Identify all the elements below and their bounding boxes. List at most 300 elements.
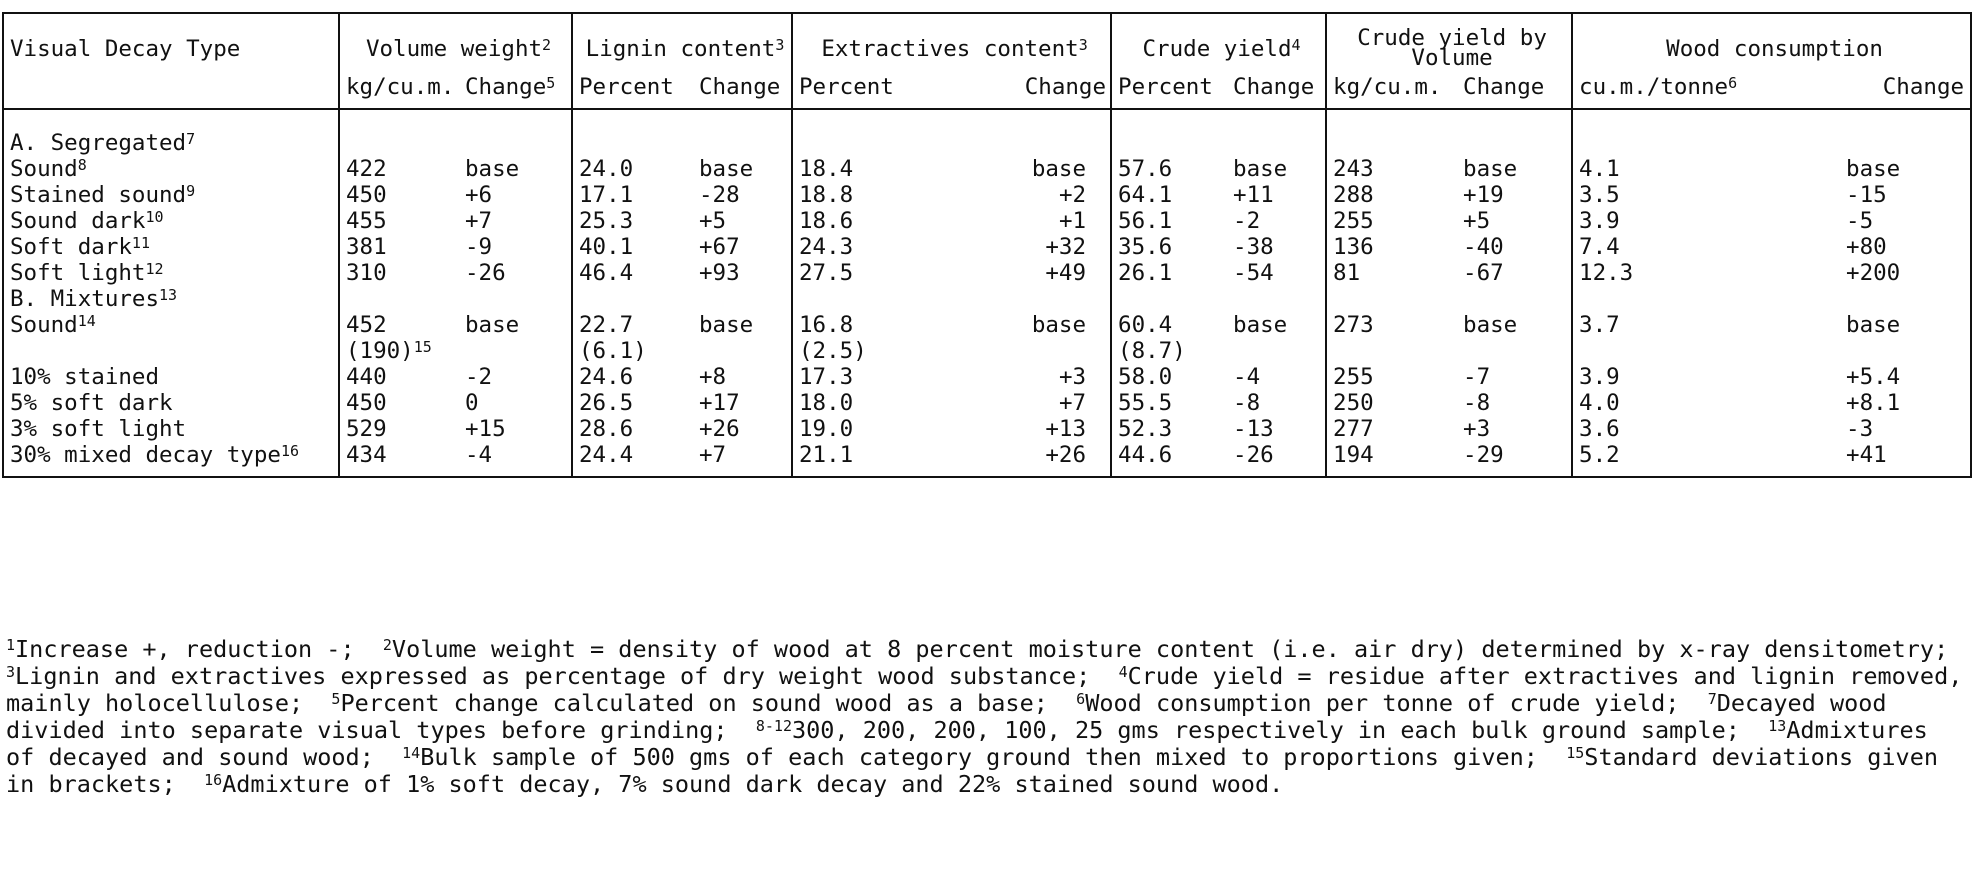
table-cell bbox=[1015, 109, 1111, 156]
table-cell-value: +17 bbox=[699, 390, 740, 416]
table-cell bbox=[1326, 182, 1457, 208]
table-cell bbox=[1326, 416, 1457, 442]
table-cell-value: +49 bbox=[1045, 260, 1087, 286]
table-row bbox=[3, 234, 1971, 260]
table-cell-value: 194 bbox=[1333, 442, 1374, 468]
table-cell bbox=[693, 109, 792, 156]
table-row bbox=[3, 208, 1971, 234]
header-extractives-change: Change bbox=[1015, 68, 1111, 109]
footnote-number: 5 bbox=[331, 690, 341, 708]
row-label-text: Sound dark bbox=[10, 208, 146, 234]
table-cell bbox=[792, 234, 1015, 260]
footnote-text: Wood consumption per tonne of crude yield; bbox=[1085, 689, 1708, 717]
table-cell bbox=[1015, 390, 1111, 416]
table-cell bbox=[1457, 442, 1572, 477]
header-crude-yield-by-volume: Crude yield by Volume bbox=[1326, 13, 1572, 68]
table-cell-value: 529 bbox=[346, 416, 387, 442]
table-cell-value: +41 bbox=[1846, 442, 1887, 468]
table-cell-value: 422 bbox=[346, 156, 387, 182]
table-cell bbox=[792, 156, 1015, 182]
table-cell-value: 19.0 bbox=[799, 416, 854, 442]
table-cell-value: -2 bbox=[465, 364, 493, 390]
table-cell-value: 40.1 bbox=[579, 234, 634, 260]
row-label-text: 30% mixed decay type bbox=[10, 442, 281, 468]
table-cell bbox=[1457, 182, 1572, 208]
table-cell bbox=[459, 234, 572, 260]
table-cell bbox=[1457, 312, 1572, 338]
table-cell-value: 310 bbox=[346, 260, 387, 286]
table-cell bbox=[339, 390, 459, 416]
row-label-text: Soft dark bbox=[10, 234, 132, 260]
table-cell bbox=[1326, 234, 1457, 260]
table-cell-value: -40 bbox=[1463, 234, 1504, 260]
table-cell-value: +3 bbox=[1463, 416, 1491, 442]
table-cell bbox=[459, 416, 572, 442]
table-cell bbox=[339, 364, 459, 390]
row-label-text: Sound bbox=[10, 312, 78, 338]
table-cell-value: 21.1 bbox=[799, 442, 854, 468]
table-cell-value: -67 bbox=[1463, 260, 1504, 286]
table-cell bbox=[1015, 234, 1111, 260]
table-cell bbox=[1326, 109, 1457, 156]
row-label bbox=[3, 260, 339, 286]
table-cell-value: -3 bbox=[1846, 416, 1874, 442]
row-label-text: 5% soft dark bbox=[10, 390, 173, 416]
table-cell bbox=[1227, 442, 1326, 477]
table-cell-value: 0 bbox=[465, 390, 479, 416]
footnote-number: 8-12 bbox=[755, 717, 792, 735]
header-extractives-content: Extractives content$^3$ bbox=[792, 13, 1111, 68]
table-cell bbox=[1227, 208, 1326, 234]
footnote-number: 15 bbox=[1566, 744, 1585, 762]
table-cell-value: 25.3 bbox=[579, 208, 634, 234]
table-cell-value: +7 bbox=[465, 208, 493, 234]
table-cell bbox=[459, 208, 572, 234]
row-label bbox=[3, 312, 339, 338]
table-cell bbox=[339, 234, 459, 260]
table-cell bbox=[572, 182, 693, 208]
table-cell bbox=[1227, 286, 1326, 312]
table-row bbox=[3, 286, 1971, 312]
footnote-text: Percent change calculated on sound wood as a base; bbox=[340, 689, 1077, 717]
table-cell-value: 3.5 bbox=[1579, 182, 1620, 208]
table-cell bbox=[572, 286, 693, 312]
table-cell bbox=[1572, 442, 1750, 477]
header-wood-consumption: Wood consumption bbox=[1572, 13, 1971, 68]
table-cell bbox=[339, 312, 459, 338]
table-cell-value: 24.6 bbox=[579, 364, 634, 390]
footnote-text: Admixtures of decayed and sound wood; bbox=[6, 716, 1942, 771]
table-cell-value: base bbox=[465, 312, 520, 338]
table-cell bbox=[1457, 109, 1572, 156]
table-cell-value: 440 bbox=[346, 364, 387, 390]
table-row bbox=[3, 312, 1971, 338]
table-cell bbox=[1750, 442, 1971, 477]
footnote-text: Standard deviations given in brackets; bbox=[6, 743, 1953, 798]
table-cell-value: +8 bbox=[699, 364, 727, 390]
table-cell bbox=[1227, 390, 1326, 416]
row-label-footnote-ref: 14 bbox=[77, 312, 96, 330]
table-row bbox=[3, 260, 1971, 286]
table-cell bbox=[1326, 312, 1457, 338]
table-cell bbox=[1572, 338, 1750, 364]
table-cell-value: 3.7 bbox=[1579, 312, 1620, 338]
table-cell bbox=[1572, 390, 1750, 416]
table-cell-value: 18.4 bbox=[799, 156, 854, 182]
table-cell-value: 3.9 bbox=[1579, 208, 1620, 234]
table-cell-value: 24.4 bbox=[579, 442, 634, 468]
row-label bbox=[3, 338, 339, 364]
table-cell bbox=[1572, 260, 1750, 286]
row-label-footnote-ref: 16 bbox=[280, 442, 299, 460]
table-cell-value: 18.0 bbox=[799, 390, 854, 416]
header-crude-yield-volume-change: Change bbox=[1457, 68, 1572, 109]
table-cell bbox=[1326, 442, 1457, 477]
table-cell-value: 57.6 bbox=[1118, 156, 1173, 182]
header-lignin-content: Lignin content$^3$ bbox=[572, 13, 792, 68]
row-label-footnote-ref: 13 bbox=[159, 286, 178, 304]
row-label bbox=[3, 208, 339, 234]
table-cell bbox=[339, 442, 459, 477]
table-cell bbox=[459, 156, 572, 182]
cell-footnote-ref: 15 bbox=[413, 338, 432, 356]
row-label-footnote-ref: 12 bbox=[145, 260, 164, 278]
table-cell-value: 450 bbox=[346, 390, 387, 416]
table-cell-value: 46.4 bbox=[579, 260, 634, 286]
table-cell bbox=[459, 364, 572, 390]
table-cell bbox=[572, 338, 693, 364]
header-row-top bbox=[3, 13, 1971, 68]
table-cell bbox=[572, 442, 693, 477]
table-cell-value: +2 bbox=[1058, 182, 1087, 208]
table-cell-value: 17.1 bbox=[579, 182, 634, 208]
table-cell-value: base bbox=[1233, 312, 1288, 338]
table-cell bbox=[339, 416, 459, 442]
table-row bbox=[3, 338, 1971, 364]
table-cell-value: 18.8 bbox=[799, 182, 854, 208]
table-cell-value: 5.2 bbox=[1579, 442, 1620, 468]
table-cell bbox=[1227, 312, 1326, 338]
table-row bbox=[3, 442, 1971, 477]
table-cell bbox=[792, 260, 1015, 286]
row-label bbox=[3, 416, 339, 442]
row-label-footnote-ref: 9 bbox=[186, 182, 196, 200]
row-label bbox=[3, 156, 339, 182]
table-cell-value: +5 bbox=[1463, 208, 1491, 234]
header-wood-consumption-unit: cu.m./tonne$^6$ bbox=[1572, 68, 1750, 109]
table-cell-value: (2.5) bbox=[799, 338, 867, 364]
data-table-container bbox=[2, 12, 1970, 478]
table-row bbox=[3, 109, 1971, 156]
table-cell-value: base bbox=[465, 156, 520, 182]
table-cell bbox=[459, 109, 572, 156]
table-cell-value: base bbox=[1846, 312, 1901, 338]
table-cell-value: 277 bbox=[1333, 416, 1374, 442]
table-cell bbox=[1015, 312, 1111, 338]
row-label bbox=[3, 234, 339, 260]
table-cell-value: 60.4 bbox=[1118, 312, 1173, 338]
header-wood-consumption-change: Change bbox=[1750, 68, 1971, 109]
table-cell bbox=[1111, 312, 1227, 338]
table-cell-value: base bbox=[1846, 156, 1901, 182]
table-cell-value: 450 bbox=[346, 182, 387, 208]
table-cell-value: 250 bbox=[1333, 390, 1374, 416]
footnote-text: Decayed wood divided into separate visual types before grinding; bbox=[6, 689, 1901, 744]
table-cell bbox=[1015, 182, 1111, 208]
table-cell bbox=[1227, 109, 1326, 156]
table-cell bbox=[1457, 260, 1572, 286]
table-cell bbox=[693, 390, 792, 416]
row-label-footnote-ref: 11 bbox=[131, 234, 150, 252]
table-cell bbox=[1572, 286, 1750, 312]
table-cell bbox=[1326, 286, 1457, 312]
table-cell bbox=[693, 260, 792, 286]
table-cell-value: base bbox=[1031, 312, 1087, 338]
table-cell bbox=[1111, 156, 1227, 182]
table-cell bbox=[1457, 390, 1572, 416]
table-cell bbox=[792, 364, 1015, 390]
table-cell bbox=[1111, 442, 1227, 477]
table-cell-value: +13 bbox=[1045, 416, 1087, 442]
table-cell bbox=[1111, 338, 1227, 364]
table-cell-value: 288 bbox=[1333, 182, 1374, 208]
row-label bbox=[3, 442, 339, 477]
table-cell bbox=[693, 208, 792, 234]
table-cell bbox=[572, 416, 693, 442]
table-cell bbox=[1572, 364, 1750, 390]
table-cell bbox=[572, 208, 693, 234]
table-cell-value: -7 bbox=[1463, 364, 1491, 390]
table-cell-value: -4 bbox=[1233, 364, 1261, 390]
table-cell bbox=[339, 156, 459, 182]
footnote-number: 13 bbox=[1768, 717, 1787, 735]
table-cell bbox=[1326, 260, 1457, 286]
table-cell bbox=[792, 416, 1015, 442]
table-cell-value: +3 bbox=[1058, 364, 1087, 390]
table-cell-value: base bbox=[699, 312, 754, 338]
table-cell-value: 243 bbox=[1333, 156, 1374, 182]
table-cell bbox=[1750, 109, 1971, 156]
table-cell bbox=[1015, 338, 1111, 364]
table-cell bbox=[1750, 182, 1971, 208]
table-cell bbox=[792, 442, 1015, 477]
table-row bbox=[3, 390, 1971, 416]
row-label-text: 10% stained bbox=[10, 364, 160, 390]
table-cell bbox=[1326, 338, 1457, 364]
table-cell-value: 24.3 bbox=[799, 234, 854, 260]
table-cell-value: 35.6 bbox=[1118, 234, 1173, 260]
table-cell-value: -8 bbox=[1463, 390, 1491, 416]
table-cell bbox=[792, 338, 1015, 364]
table-cell bbox=[1015, 208, 1111, 234]
table-cell bbox=[1457, 364, 1572, 390]
table-cell-value: +11 bbox=[1233, 182, 1274, 208]
table-cell bbox=[693, 286, 792, 312]
table-cell-value: +67 bbox=[699, 234, 740, 260]
row-label-text: B. Mixtures bbox=[10, 286, 160, 312]
table-cell bbox=[1572, 156, 1750, 182]
table-cell bbox=[572, 312, 693, 338]
footnote-text: Lignin and extractives expressed as percentage of dry weight wood substance; bbox=[15, 662, 1119, 690]
table-cell-value: (6.1) bbox=[579, 338, 647, 364]
table-cell-value: 381 bbox=[346, 234, 387, 260]
wood-decay-table bbox=[2, 12, 1972, 478]
table-cell-value: 64.1 bbox=[1118, 182, 1173, 208]
footnote-text: Volume weight = density of wood at 8 percent moisture content (i.e. air dry) determined by x-ray densitometry; bbox=[391, 635, 1977, 663]
table-cell bbox=[1111, 390, 1227, 416]
row-label-text: Sound bbox=[10, 156, 78, 182]
table-cell bbox=[1572, 416, 1750, 442]
table-cell bbox=[339, 109, 459, 156]
table-cell bbox=[1572, 109, 1750, 156]
table-cell-value: -26 bbox=[465, 260, 506, 286]
table-cell bbox=[572, 234, 693, 260]
table-cell bbox=[792, 390, 1015, 416]
table-cell bbox=[693, 182, 792, 208]
table-cell bbox=[1227, 156, 1326, 182]
table-row bbox=[3, 416, 1971, 442]
table-cell bbox=[572, 364, 693, 390]
table-cell bbox=[572, 260, 693, 286]
table-cell-value: 255 bbox=[1333, 208, 1374, 234]
table-cell bbox=[459, 390, 572, 416]
table-row bbox=[3, 156, 1971, 182]
footnote-number: 4 bbox=[1118, 663, 1128, 681]
row-label-footnote-ref: 10 bbox=[145, 208, 164, 226]
table-cell-value: 22.7 bbox=[579, 312, 634, 338]
footnote-text: Crude yield = residue after extractives and lignin removed, mainly holocellulose; bbox=[6, 662, 1977, 717]
table-cell bbox=[1750, 338, 1971, 364]
footnote-number: 7 bbox=[1707, 690, 1717, 708]
table-cell-value: 3.6 bbox=[1579, 416, 1620, 442]
table-cell-value: -29 bbox=[1463, 442, 1504, 468]
table-cell bbox=[1750, 234, 1971, 260]
table-cell-value: +15 bbox=[465, 416, 506, 442]
table-cell bbox=[1750, 390, 1971, 416]
table-cell-value: 136 bbox=[1333, 234, 1374, 260]
table-cell bbox=[1750, 416, 1971, 442]
table-cell bbox=[1015, 442, 1111, 477]
table-cell bbox=[1457, 208, 1572, 234]
table-cell bbox=[1457, 338, 1572, 364]
table-cell bbox=[1227, 182, 1326, 208]
table-cell bbox=[572, 156, 693, 182]
table-cell-value: 44.6 bbox=[1118, 442, 1173, 468]
row-label bbox=[3, 182, 339, 208]
table-cell-value: 255 bbox=[1333, 364, 1374, 390]
table-cell bbox=[1572, 234, 1750, 260]
table-cell bbox=[339, 260, 459, 286]
table-cell-value: (190) bbox=[346, 338, 414, 364]
table-cell bbox=[1750, 156, 1971, 182]
table-cell-value: -54 bbox=[1233, 260, 1274, 286]
header-crude-yield-volume-unit: kg/cu.m. bbox=[1326, 68, 1457, 109]
table-cell bbox=[1015, 364, 1111, 390]
table-cell bbox=[1326, 208, 1457, 234]
table-cell-value: 27.5 bbox=[799, 260, 854, 286]
table-body bbox=[3, 109, 1971, 477]
row-label bbox=[3, 390, 339, 416]
table-cell-value: +26 bbox=[699, 416, 740, 442]
table-cell bbox=[459, 182, 572, 208]
table-cell-value: -2 bbox=[1233, 208, 1261, 234]
header-crude-yield: Crude yield$^4$ bbox=[1111, 13, 1326, 68]
table-cell-value: 26.5 bbox=[579, 390, 634, 416]
table-cell-value: 16.8 bbox=[799, 312, 854, 338]
table-cell-value: +93 bbox=[699, 260, 740, 286]
table-cell bbox=[1111, 286, 1227, 312]
table-cell bbox=[339, 338, 459, 364]
table-cell-value: base bbox=[699, 156, 754, 182]
row-label-footnote-ref: 8 bbox=[77, 156, 87, 174]
table-cell-value: -28 bbox=[699, 182, 740, 208]
table-cell bbox=[339, 182, 459, 208]
table-row bbox=[3, 364, 1971, 390]
table-cell bbox=[1111, 364, 1227, 390]
table-cell-value: base bbox=[1233, 156, 1288, 182]
table-cell bbox=[1572, 208, 1750, 234]
table-cell-value: (8.7) bbox=[1118, 338, 1186, 364]
table-cell bbox=[1750, 208, 1971, 234]
table-cell bbox=[693, 338, 792, 364]
header-visual-decay-type: Visual Decay Type bbox=[3, 13, 339, 109]
table-cell bbox=[1227, 364, 1326, 390]
table-cell bbox=[1015, 286, 1111, 312]
table-cell bbox=[1227, 234, 1326, 260]
table-cell bbox=[1111, 234, 1227, 260]
table-cell bbox=[1750, 312, 1971, 338]
table-cell bbox=[459, 442, 572, 477]
table-cell bbox=[1227, 416, 1326, 442]
table-cell bbox=[792, 109, 1015, 156]
footnote-text: Admixture of 1% soft decay, 7% sound dark decay and 22% stained sound wood. bbox=[222, 770, 1284, 798]
footnote-number: 2 bbox=[382, 636, 392, 654]
table-cell-value: base bbox=[1031, 156, 1087, 182]
table-cell-value: base bbox=[1463, 312, 1518, 338]
table-cell-value: 52.3 bbox=[1118, 416, 1173, 442]
table-cell-value: +200 bbox=[1846, 260, 1901, 286]
row-label bbox=[3, 364, 339, 390]
table-cell bbox=[693, 442, 792, 477]
table-cell bbox=[1326, 156, 1457, 182]
table-cell bbox=[459, 286, 572, 312]
row-label-text: 3% soft light bbox=[10, 416, 187, 442]
table-cell-value: +19 bbox=[1463, 182, 1504, 208]
table-row bbox=[3, 182, 1971, 208]
table-cell bbox=[1015, 416, 1111, 442]
header-lignin-change: Change bbox=[693, 68, 792, 109]
table-cell bbox=[572, 109, 693, 156]
table-cell bbox=[792, 182, 1015, 208]
table-cell-value: +80 bbox=[1846, 234, 1887, 260]
table-cell bbox=[1750, 286, 1971, 312]
table-cell-value: -26 bbox=[1233, 442, 1274, 468]
footnotes bbox=[6, 635, 1977, 798]
table-cell bbox=[1111, 260, 1227, 286]
table-cell bbox=[693, 312, 792, 338]
table-cell bbox=[1572, 312, 1750, 338]
table-cell bbox=[1457, 156, 1572, 182]
table-cell bbox=[572, 390, 693, 416]
table-cell-value: +7 bbox=[1058, 390, 1087, 416]
footnote-number: 6 bbox=[1076, 690, 1086, 708]
table-cell bbox=[459, 260, 572, 286]
row-label-text: Soft light bbox=[10, 260, 146, 286]
footnote-text: 300, 200, 200, 100, 25 gms respectively in each bulk ground sample; bbox=[791, 716, 1769, 744]
table-cell-value: 452 bbox=[346, 312, 387, 338]
table-cell-value: +1 bbox=[1058, 208, 1087, 234]
table-cell-value: 81 bbox=[1333, 260, 1361, 286]
